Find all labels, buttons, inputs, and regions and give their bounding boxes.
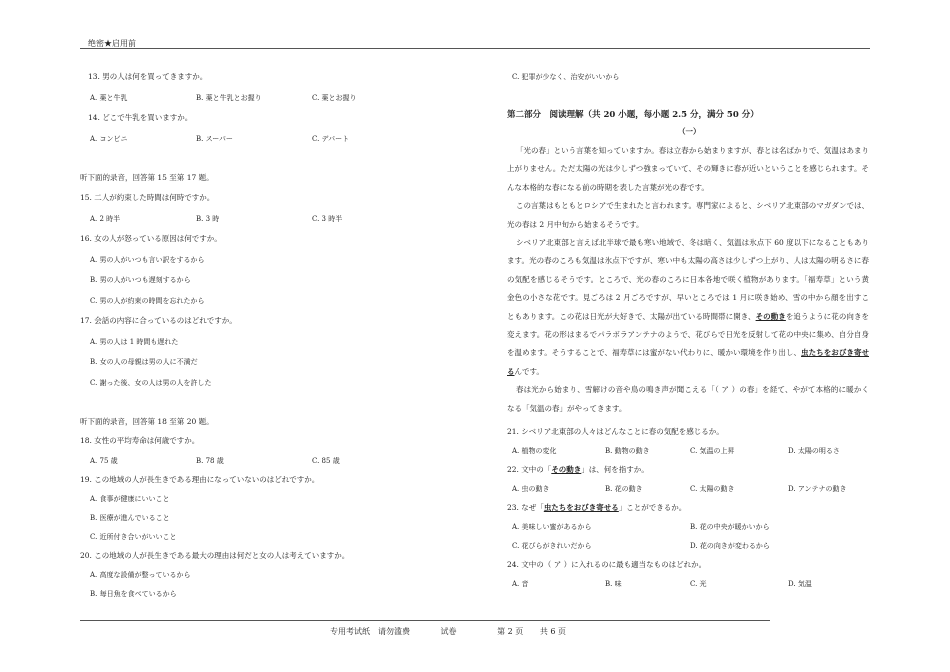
q23-underline: 虫たちをおびき寄せる [543, 503, 619, 512]
q15-option-c: C. 3 時半 [312, 215, 343, 223]
passage-number: （一） [678, 127, 701, 136]
section-title: 第二部分 阅读理解（共 20 小题，每小题 2.5 分，满分 50 分） [507, 110, 759, 120]
q17-question: 17. 会話の内容に合っているのはどれですか。 [80, 316, 237, 325]
q22-option-c: C. 太陽の動き [690, 485, 735, 493]
q20-option-a: A. 高度な設備が整っているから [90, 571, 191, 579]
header-divider [80, 48, 870, 49]
passage-paragraph-2: この言葉はもともとロシアで生まれたと言われます。専門家によると、シベリア北東部のマガダンでは、光の春は 2 月中旬から始まるそうです。 [507, 201, 869, 229]
q14-option-c: C. デパート [312, 135, 350, 143]
q16-option-a: A. 男の人がいつも言い訳をするから [90, 256, 205, 264]
q20-option-c: C. 犯罪が少なく、治安がいいから [512, 73, 620, 81]
q22-option-b: B. 花の動き [605, 485, 643, 493]
q16-question: 16. 女の人が怒っている原因は何ですか。 [80, 234, 222, 243]
q19-option-a: A. 食事が健康にいいこと [90, 495, 170, 503]
q24-option-b: B. 味 [605, 580, 622, 588]
q24-option-d: D. 気温 [788, 580, 812, 588]
q19-option-c: C. 近所付き合いがいいこと [90, 533, 177, 541]
q21-option-b: B. 動物の動き [605, 447, 650, 455]
q15-question: 15. 二人が約束した時間は何時ですか。 [80, 193, 215, 202]
q20-question: 20. この地域の人が長生きである最大の理由は何だと女の人は考えていますか。 [80, 551, 350, 560]
q23-question [507, 503, 686, 513]
q13-option-a: A. 薬と牛乳 [90, 94, 128, 102]
p3-text-a: シベリア北東部と言えば北半球で最も寒い地域で、冬は暗く、気温は氷点下 60 度以下になることもあります。光の春のころも気温は氷点下ですが、寒い中も太陽の高さは少しずつ上がり、人は太陽の明るさに春の気配を感じるそうです。ところで、光の春のころに日本各地で咲く植物があります。「福寿草」という黄金色の小さな花です。見ごろは 2 月ごろですが、早いところでは 1 月に咲き始め、雪の中から顔を出すこともあります。この花は日光が大好きで、太陽が出ている時間帯に開き、 [507, 238, 869, 321]
q22-text-pre: 22. 文中の「 [507, 465, 552, 474]
q21-option-c: C. 気温の上昇 [690, 447, 735, 455]
q24-option-c: C. 光 [690, 580, 707, 588]
footer-notice: 专用考试纸 请勿滥费 [330, 627, 410, 636]
q23-option-a: A. 美味しい蜜があるから [512, 523, 592, 531]
q21-question: 21. シベリア北東部の人々はどんなことに春の気配を感じるか。 [507, 427, 724, 436]
q18-option-a: A. 75 歳 [90, 457, 118, 465]
q23-option-d: D. 花の向きが変わるから [690, 542, 770, 550]
q13-option-b: B. 薬と牛乳とお握り [196, 94, 262, 102]
q13-option-c: C. 薬とお握り [312, 94, 357, 102]
q15-option-a: A. 2 時半 [90, 215, 121, 223]
header-label: 绝密★启用前 [88, 39, 136, 48]
q13-question: 13. 男の人は何を買ってきますか。 [88, 72, 208, 81]
instruction-15-17: 听下面的录音，回答第 15 至第 17 题。 [80, 173, 214, 182]
q19-question: 19. この地域の人が長生きである理由になっていないのはどれですか。 [80, 475, 320, 484]
q22-underline: その動き [551, 465, 582, 474]
q23-text-pre: 23. なぜ「 [507, 503, 544, 512]
q17-option-a: A. 男の人は 1 時間も遅れた [90, 338, 179, 346]
q20-option-b: B. 毎日魚を食べているから [90, 590, 177, 598]
q22-option-d: D. アンテナの動き [788, 485, 847, 493]
footer-page-number: 第 2 页 [497, 627, 524, 636]
reading-passage [507, 142, 869, 418]
q21-option-a: A. 植物の変化 [512, 447, 557, 455]
p3-underline-2: 虫たちをおびき寄せる [507, 348, 869, 376]
p3-underline-1: その動き [755, 311, 786, 321]
q22-text-post: 」は、何を指すか。 [581, 465, 649, 474]
passage-paragraph-1: 「光の春」という言葉を知っていますか。春は立春から始まりますが、春とは名ばかりで、気温はあまり上がりません。ただ太陽の光は少しずつ強まっていて、その輝きに春が近いということを感じられます。そんな本格的な春になる前の時期を表した言葉が光の春です。 [507, 146, 869, 192]
q15-option-b: B. 3 時 [196, 215, 220, 223]
footer-paper: 试卷 [440, 627, 457, 636]
q18-question: 18. 女性の平均寿命は何歳ですか。 [80, 436, 200, 445]
q24-option-a: A. 音 [512, 580, 529, 588]
q23-text-post: 」ことができるか。 [618, 503, 687, 512]
passage-paragraph-3 [507, 234, 869, 381]
footer-divider [80, 620, 770, 621]
q24-question: 24. 文中の（ ア ）に入れるのに最も適当なものはどれか。 [507, 560, 707, 569]
q18-option-c: C. 85 歳 [312, 457, 340, 465]
q21-option-d: D. 太陽の明るさ [788, 447, 840, 455]
q22-question [507, 465, 649, 475]
footer [330, 626, 566, 637]
q16-option-c: C. 男の人が約束の時間を忘れたから [90, 297, 205, 305]
instruction-18-20: 听下面的录音，回答第 18 至第 20 题。 [80, 417, 214, 426]
q17-option-c: C. 謝った後、女の人は男の人を許した [90, 379, 212, 387]
p3-text-c: んです。 [514, 366, 544, 376]
q14-option-a: A. コンビニ [90, 135, 128, 143]
q22-option-a: A. 虫の動き [512, 485, 550, 493]
footer-page-total: 共 6 页 [539, 627, 567, 636]
passage-paragraph-4: 春は光から始まり、雪解けの音や鳥の鳴き声が聞こえる「（ ア ）の春」を経て、やがて本格的に暖かくなる「気温の春」がやってきます。 [507, 385, 869, 413]
q14-question: 14. どこで牛乳を買いますか。 [88, 113, 193, 122]
q17-option-b: B. 女の人の母親は男の人に不満だ [90, 358, 198, 366]
q23-option-c: C. 花びらがきれいだから [512, 542, 592, 550]
q19-option-b: B. 医療が進んでいること [90, 514, 170, 522]
q16-option-b: B. 男の人がいつも遅刻するから [90, 276, 191, 284]
p3-text-b: を追うように花の向きを変えます。花の形はまるでパラボラアンテナのようで、花びらで日光を反射して花の中央に集め、自分自身を温めます。そうすることで、福寿草には蜜がない代わりに、暖かい環境を作り出し、 [507, 311, 870, 358]
q23-option-b: B. 花の中央が暖かいから [690, 523, 770, 531]
q18-option-b: B. 78 歳 [196, 457, 224, 465]
q14-option-b: B. スーパー [196, 135, 233, 143]
